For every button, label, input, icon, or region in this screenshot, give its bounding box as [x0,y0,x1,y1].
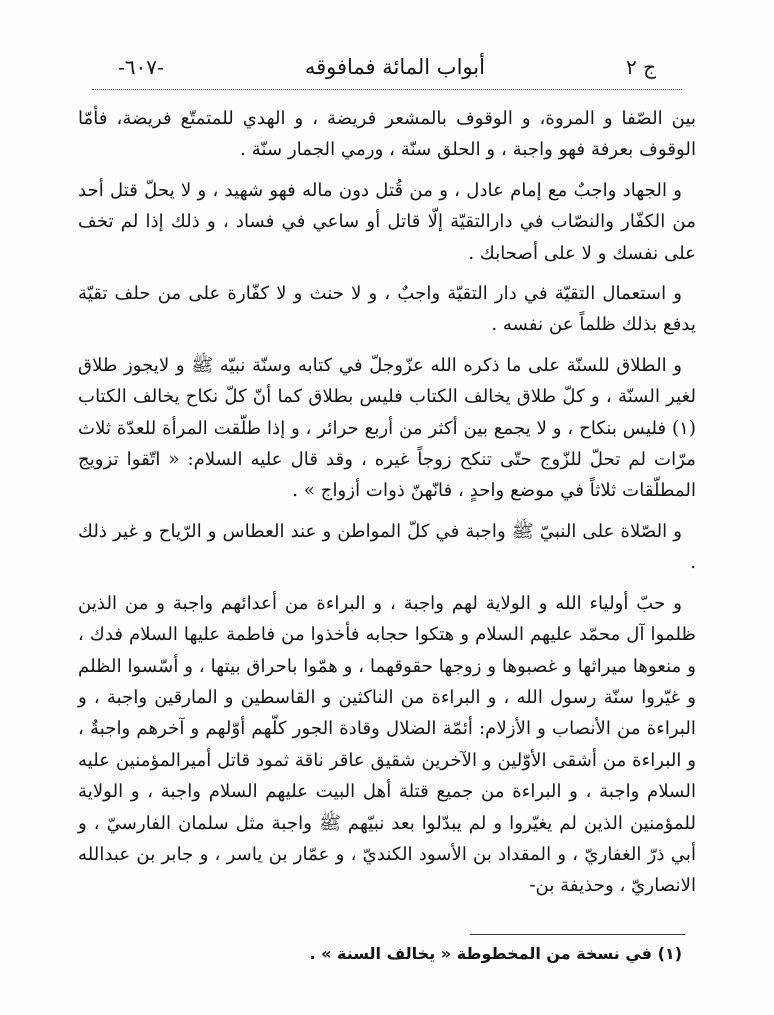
paragraph-1: بين الصّفا و المروة، و الوقوف بالمشعر فريضة ، و الهدي للمتمتّع فريضة، فأمّا الوقوف بعرفة فهو واجبة ، و الحلق سنّة ، ورمي الجمار سنّة . [78,108,696,161]
paragraph-6: و حبّ أولياء الله و الولاية لهم واجبة ، و البراءة من أعدائهم واجبة و من الذين ظلموا آل محمّد عليهم السلام و هتكوا حجابه فأخذوا من فاطمة عليها السلام فدك ، و منعوها ميراثها و غصبوها و زوجها حقوقهما ، و همّوا باحراق بيتها ، و أسّسوا الظلم و غيّروا سنّة رسول الله ، و البراءة من الناكثين و القاسطين و المارقين واجبة ، و البراءة من الأنصاب و الأزلام: أئمّة الضلال وقادة الجور كلّهم أوّلهم و آخرهم واجبةٌ ، و البراءة من أشقى الأوّلين و الآخرين شقيق عاقر ناقة ثمود قاتل أميرالمؤمنين عليه السلام واجبة ، و البراءة من جميع قتلة أهل البيت عليهم السلام واجبة ، و الولاية للمؤمنين الذين لم يغيّروا و لم يبدّلوا بعد نبيّهم ﷺ واجبة مثل سلمان الفارسيّ ، و أبي ذرّ الغفاريّ ، و المقداد بن الأسود الكنديّ ، و عمّار بن ياسر ، و جابر بن عبدالله الانصاريّ ، وحذيفة بن- [78,592,696,897]
footnote: (١) في نسخة من المخطوطة « يخالف السنة » . [309,944,682,963]
paragraph-5: و الصّلاة على النبيّ ﷺ واجبة في كلّ المواطن و عند العطاس و الرّياح و غير ذلك . [78,520,696,574]
header-divider [92,89,682,90]
running-title: أبواب المائة فمافوقه [304,55,485,79]
footnote-divider [470,934,685,935]
paragraph-2: و الجهاد واجبٌ مع إمام عادل ، و من قُتل دون ماله فهو شهيد ، و لا يحلّ قتل أحد من الكفّار والنصّاب في دارالتقيّة إلّا قاتل أو ساعي في فساد ، و ذلك إذا لم تخف على نفسك و لا على أصحابك . [78,179,696,264]
volume-label: ج ٢ [625,55,656,79]
page-number: -٦٠٧- [118,55,164,79]
main-text [78,103,696,911]
page-header [118,52,656,82]
paragraph-4: و الطلاق للسنّة على ما ذكره الله عزّوجلّ في كتابه وسنّة نبيّه ﷺ و لايجوز طلاق لغير السنّة ، و كلّ طلاق يخالف الكتاب فليس بطلاق كما أنّ كلّ نكاح يخالف الكتاب (١) فليس بنكاح ، و لا يجمع بين أكثر من أربع حرائر ، و إذا طلّقت المرأة للعدّة ثلاث مرّات لم تحلّ للزّوج حتّى تنكح زوجاً غيره ، وقد قال عليه السلام: « اتّقوا تزويج المطلّقات ثلاثاً في موضع واحدٍ ، فانّهنّ ذوات أزواج » . [78,354,696,502]
paragraph-3: و استعمال التقيّة في دار التقيّة واجبٌ ، و لا حنث و لا كفّارة على من حلف تقيّة يدفع بذلك ظلماً عن نفسه . [78,283,696,336]
